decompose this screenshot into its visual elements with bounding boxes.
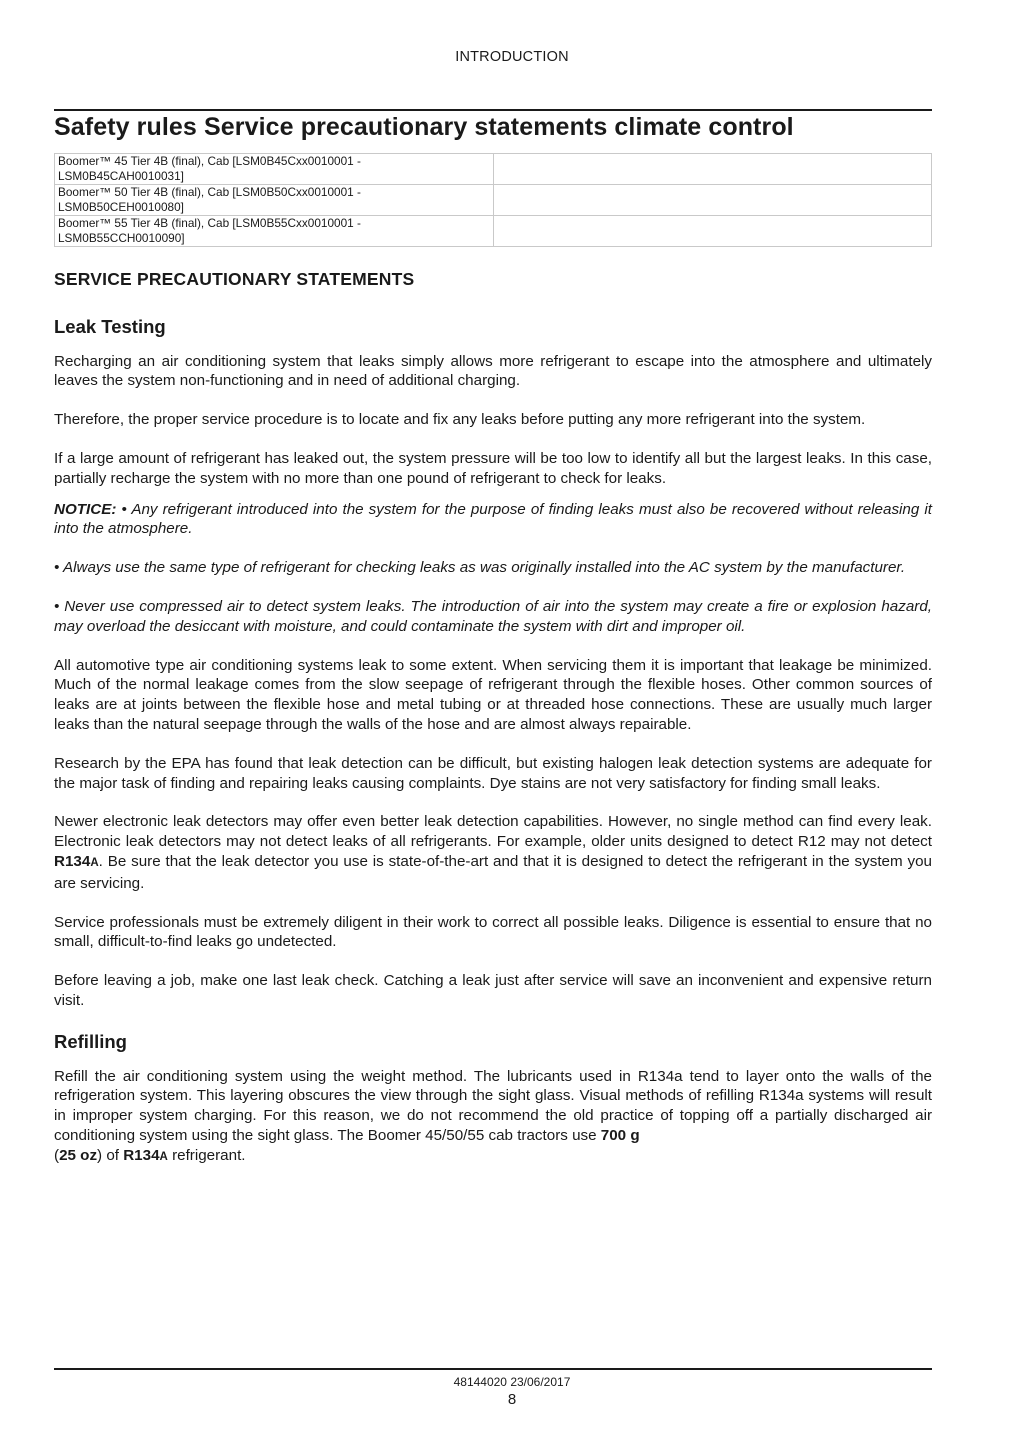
model-line: LSM0B45CAH0010031] bbox=[58, 169, 184, 183]
text-run: Newer electronic leak detectors may offer even better leak detection capabilities. However, no single method can find every leak. Electronic leak detectors may not detect leaks of all refrigerants. For example, older units designed to detect R12 may not detect bbox=[54, 813, 932, 851]
leak-testing-heading: Leak Testing bbox=[54, 315, 166, 337]
paragraph: Service professionals must be extremely diligent in their work to correct all possible leaks. Diligence is essential to ensure that no small, difficult-to-find leaks go undetected. bbox=[54, 913, 932, 951]
notice-bullet: • Always use the same type of refrigerant for checking leaks as was originally installed into the AC system by the manufacturer. bbox=[54, 559, 906, 577]
notice-label: NOTICE: bbox=[54, 500, 117, 518]
document-code: 48144020 23/06/2017 bbox=[453, 1375, 571, 1389]
empty-cell bbox=[494, 154, 932, 185]
running-header: INTRODUCTION bbox=[455, 49, 569, 65]
paragraph bbox=[54, 1067, 932, 1168]
model-line: Boomer™ 55 Tier 4B (final), Cab [LSM0B55Cxx0010001 - bbox=[58, 216, 361, 230]
text-run: A bbox=[159, 1150, 168, 1163]
table-row bbox=[55, 154, 932, 185]
table-row bbox=[55, 216, 932, 247]
model-line: Boomer™ 50 Tier 4B (final), Cab [LSM0B50Cxx0010001 - bbox=[58, 185, 361, 199]
paragraph: All automotive type air conditioning systems leak to some extent. When servicing them it is important that leakage be minimized. Much of the normal leakage comes from the slow seepage of refrigerant through the flexible hoses. Other common sources of leaks are at joints between the flexible hose and metal tubing or at threaded hose connections. These are usually much larger leaks than the natural seepage through the walls of the hose and are almost always repairable. bbox=[54, 656, 932, 733]
amount-ounces: 25 oz bbox=[59, 1146, 98, 1164]
model-line: LSM0B50CEH0010080] bbox=[58, 200, 184, 214]
paragraph: If a large amount of refrigerant has leaked out, the system pressure will be too low to identify all but the largest leaks. In this case, partially recharge the system with no more than one pound of refrigerant to check for leaks. bbox=[54, 449, 932, 487]
table-row bbox=[55, 185, 932, 216]
document-title: Safety rules Service precautionary statements climate control bbox=[54, 113, 794, 141]
header-rule bbox=[54, 109, 932, 111]
text-run: refrigerant. bbox=[167, 1146, 246, 1164]
paragraph bbox=[54, 812, 932, 893]
text-run: ) of bbox=[97, 1146, 124, 1164]
paragraph: Therefore, the proper service procedure is to locate and fix any leaks before putting any more refrigerant into the system. bbox=[54, 411, 866, 429]
page-number: 8 bbox=[507, 1391, 517, 1408]
model-line: Boomer™ 45 Tier 4B (final), Cab [LSM0B45Cxx0010001 - bbox=[58, 154, 361, 168]
text-run: . Be sure that the leak detector you use is state-of-the-art and that it is designed to detect the refrigerant in the system you are servicing. bbox=[54, 852, 932, 892]
footer-rule bbox=[54, 1368, 932, 1370]
model-cell bbox=[55, 216, 494, 247]
text-run: ( bbox=[54, 1146, 60, 1164]
notice-paragraph bbox=[54, 500, 932, 540]
refrigerant-name bbox=[54, 853, 99, 870]
model-cell bbox=[55, 154, 494, 185]
paragraph: Research by the EPA has found that leak detection can be difficult, but existing halogen leak detection systems are adequate for the major task of finding and repairing leaks causing complaints. Dye stains are not very satisfactory for finding small leaks. bbox=[54, 754, 932, 792]
text-run: Refill the air conditioning system using the weight method. The lubricants used in R134a tend to layer onto the walls of the refrigeration system. This layering obscures the view through the sight glass. Visual methods of refilling R134a systems will result in improper system charging. For this reason, we do not recommend the old practice of topping off a partially discharged air conditioning system using the sight glass. The Boomer 45/50/55 cab tractors use bbox=[54, 1067, 932, 1144]
main-content bbox=[54, 270, 932, 1168]
notice-text: • Any refrigerant introduced into the system for the purpose of finding leaks must also be recovered without releasing it into the atmosphere. bbox=[54, 500, 932, 538]
model-cell bbox=[55, 185, 494, 216]
applicability-table bbox=[54, 153, 932, 247]
text-run: A bbox=[90, 856, 99, 869]
section-heading: SERVICE PRECAUTIONARY STATEMENTS bbox=[54, 269, 415, 289]
paragraph: Recharging an air conditioning system that leaks simply allows more refrigerant to escape into the atmosphere and ultimately leaves the system non-functioning and in need of additional charging. bbox=[54, 352, 932, 390]
model-line: LSM0B55CCH0010090] bbox=[58, 231, 185, 245]
notice-bullet: • Never use compressed air to detect system leaks. The introduction of air into the system may create a fire or explosion hazard, may overload the desiccant with moisture, and could contaminate the system with dirt and improper oil. bbox=[54, 597, 932, 635]
text-run: R134 bbox=[54, 852, 91, 870]
paragraph: Before leaving a job, make one last leak check. Catching a leak just after service will save an inconvenient and expensive return visit. bbox=[54, 972, 932, 1009]
empty-cell bbox=[494, 216, 932, 247]
empty-cell bbox=[494, 185, 932, 216]
refilling-heading: Refilling bbox=[54, 1030, 127, 1052]
refrigerant-name bbox=[123, 1147, 168, 1164]
amount-grams: 700 g bbox=[600, 1126, 640, 1144]
text-run: R134 bbox=[123, 1146, 160, 1164]
